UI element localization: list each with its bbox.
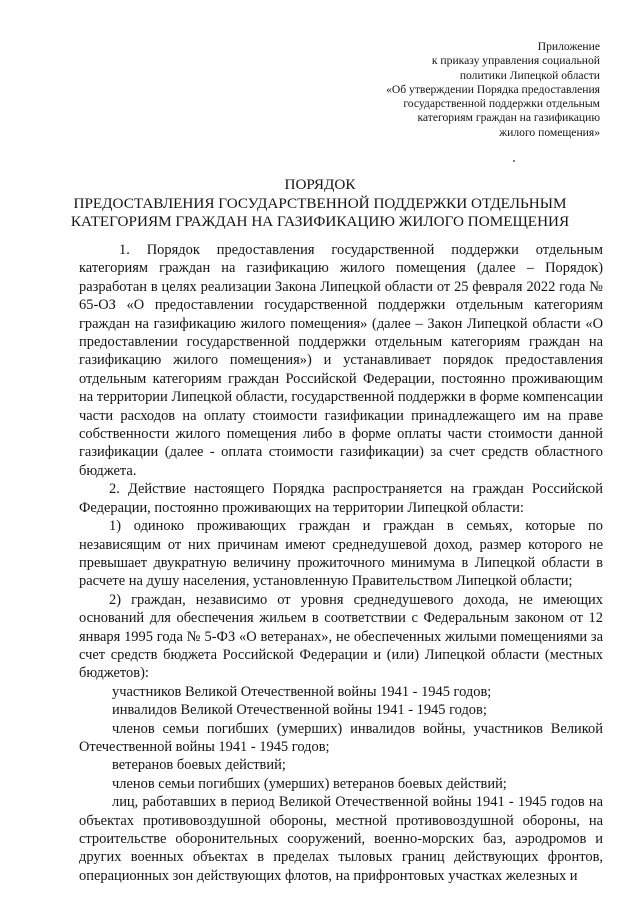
appendix-line: политики Липецкой области: [459, 68, 600, 82]
document-subtitle-line-1: ПРЕДОСТАВЛЕНИЯ ГОСУДАРСТВЕННОЙ ПОДДЕРЖКИ ОТДЕЛЬНЫМ: [73, 195, 567, 212]
paragraph-2-item-2: 2) граждан, независимо от уровня среднедушевого дохода, не имеющих оснований для обеспечения жильем в соответствии с Федеральным законом от 12 января 1995 года № 5-ФЗ «О ветеранах», не обеспеченных жилыми помещениями за счет средств бюджета Российской Федерации и (или) Липецкой области (местных бюджетов):: [79, 591, 603, 682]
appendix-block: [320, 40, 600, 140]
list-item: участников Великой Отечественной войны 1941 - 1945 годов;: [112, 683, 492, 700]
document-body: [79, 241, 603, 885]
list-item: членов семьи погибших (умерших) инвалидов войны, участников Великой Отечественной войны 1941 - 1945 годов;: [79, 720, 603, 755]
document-title: ПОРЯДОК: [284, 176, 356, 193]
paragraph-2: 2. Действие настоящего Порядка распространяется на граждан Российской Федерации, постоянно проживающих на территории Липецкой области:: [79, 481, 603, 516]
list-item: членов семьи погибших (умерших) ветеранов боевых действий;: [112, 775, 507, 792]
paragraph-1: 1. Порядок предоставления государственной поддержки отдельным категориям граждан на газификацию жилого помещения (далее – Порядок) разработан в целях реализации Закона Липецкой области от 25 февраля 2022 года № 65-ОЗ «О предоставлении государственной поддержки отдельным категориям граждан на газификацию жилого помещения» (далее – Закон Липецкой области «О предоставлении государственной поддержки отдельным категориям граждан на газификацию жилого помещения») и устанавливает порядок предоставления отдельным категориям граждан Российской Федерации, постоянно проживающим на территории Липецкой области, государственной поддержки в форме компенсации части расходов на оплату стоимости газификации принадлежащего им на праве собственности жилого помещения либо в форме оплаты части стоимости данной газификации (далее - оплата стоимости газификации) за счет средств областного бюджета.: [79, 242, 603, 479]
scan-speck: [513, 160, 515, 162]
appendix-line: к приказу управления социальной: [431, 54, 600, 68]
appendix-line: жилого помещения»: [499, 125, 600, 139]
list-item: инвалидов Великой Отечественной войны 1941 - 1945 годов;: [112, 702, 487, 719]
appendix-line: «Об утверждении Порядка предоставления: [386, 82, 600, 96]
appendix-line: Приложение: [537, 40, 600, 53]
appendix-line: категориям граждан на газификацию: [417, 111, 600, 125]
appendix-line: государственной поддержки отдельным: [403, 97, 600, 111]
list-item: лиц, работавших в период Великой Отечественной войны 1941 - 1945 годов на объектах противовоздушной обороны, местной противовоздушной обороны, на строительстве оборонительных сооружений, военно-морских баз, аэродромов и других военных объектах в пределах тыловых границ действующих фронтов, операционных зон действующих флотов, на прифронтовых участках железных и: [79, 794, 603, 884]
paragraph-2-item-1: 1) одиноко проживающих граждан и граждан в семьях, которые по независящим от них причинам имеют среднедушевой доход, размер которого не превышает двукратную величину прожиточного минимума в Липецкой области в расчете на душу населения, установленную Правительством Липецкой области;: [79, 518, 603, 590]
list-item: ветеранов боевых действий;: [112, 757, 286, 774]
document-subtitle-line-2: КАТЕГОРИЯМ ГРАЖДАН НА ГАЗИФИКАЦИЮ ЖИЛОГО ПОМЕЩЕНИЯ: [70, 213, 570, 230]
